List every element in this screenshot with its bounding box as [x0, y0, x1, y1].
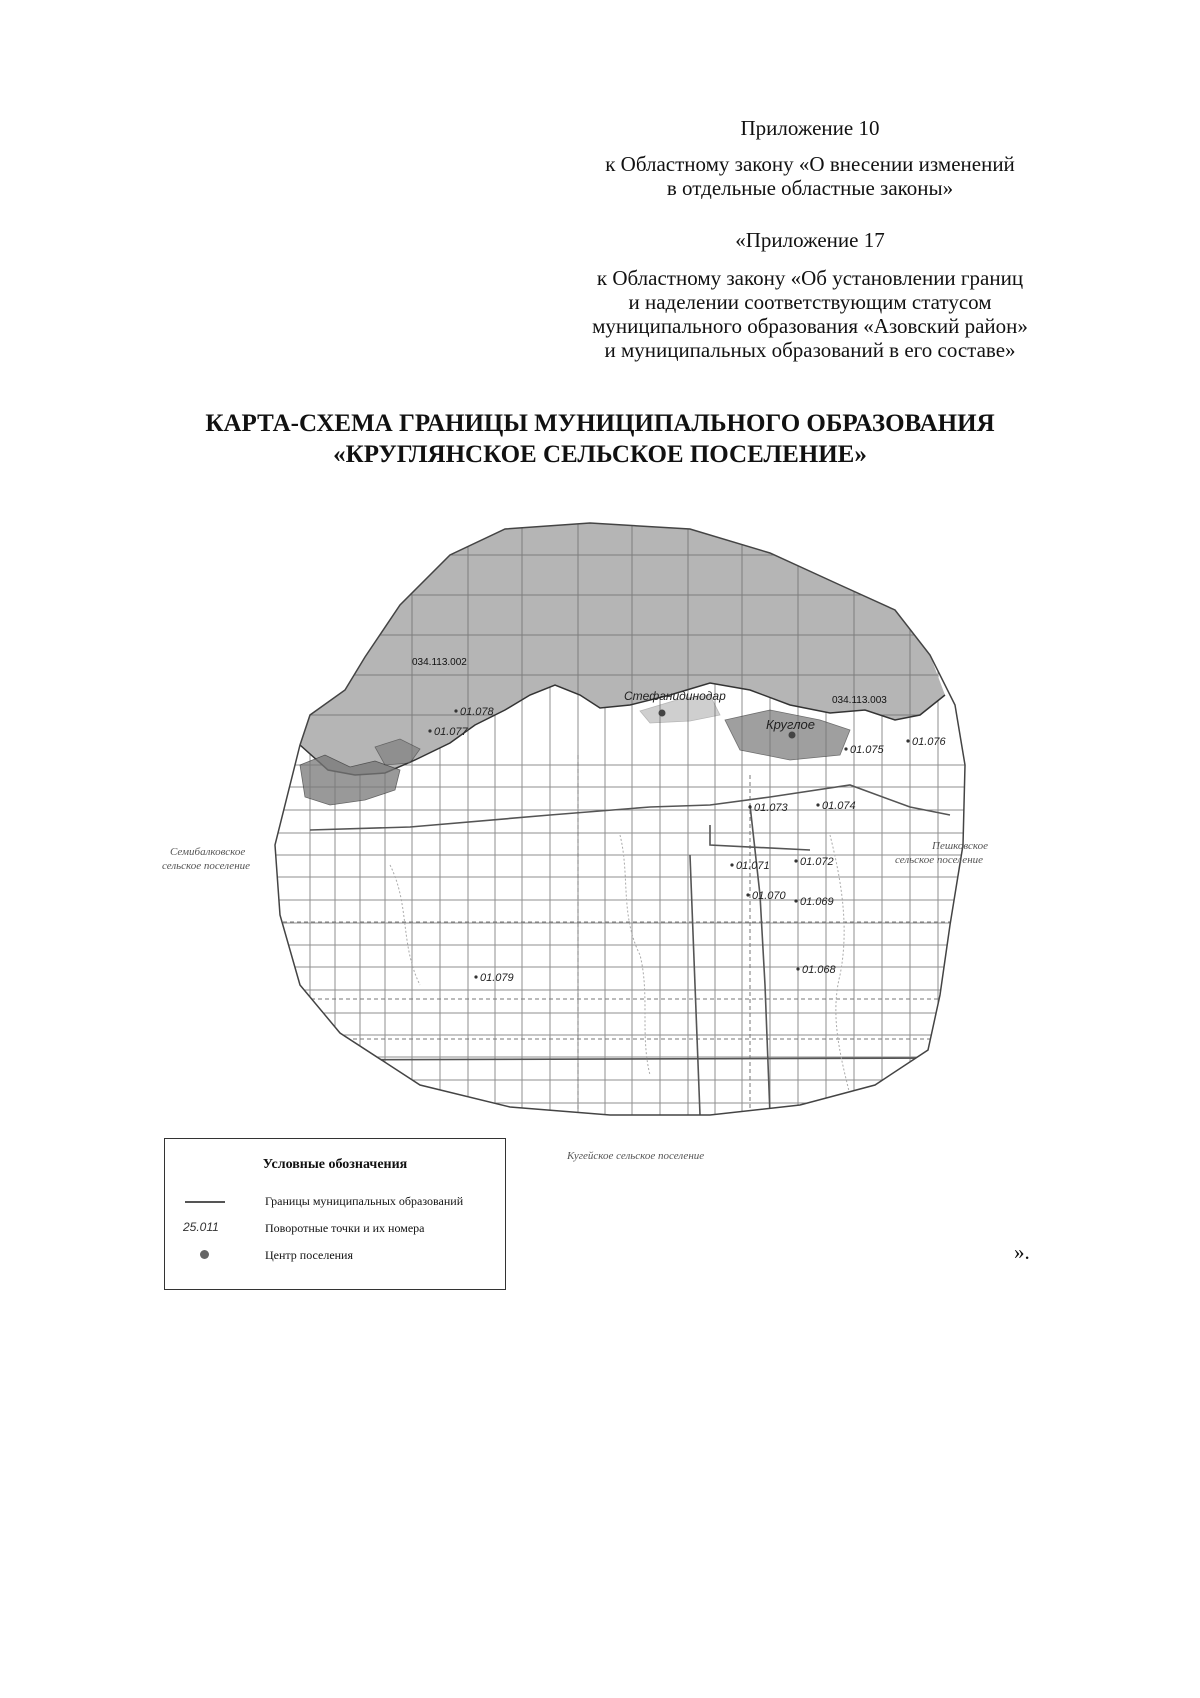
cadastral-label-1: 034.113.002 [412, 657, 467, 668]
point-label-01-073: 01.073 [754, 802, 788, 814]
legend-item-center [165, 1245, 505, 1265]
point-label-01-070: 01.070 [752, 890, 786, 902]
settlement-label-krugloe: Круглое [766, 717, 816, 732]
legend-label-boundary: Границы муниципальных образований [265, 1194, 464, 1208]
settlement-center-dot-icon [183, 1245, 233, 1265]
legend-item-turning-points [165, 1218, 505, 1238]
point-label-01-078: 01.078 [460, 706, 494, 718]
map-title-line-2: «КРУГЛЯНСКОЕ СЕЛЬСКОЕ ПОСЕЛЕНИЕ» [333, 441, 867, 468]
settlement-center-dot-2 [789, 732, 796, 739]
neighbor-east-line-2: сельское поселение [895, 854, 984, 866]
annex-17-line-2: и наделении соответствующим статусом [628, 290, 992, 314]
legend-label-center: Центр поселения [265, 1248, 354, 1262]
point-label-01-077: 01.077 [434, 726, 468, 738]
annex-17-line-4: и муниципальных образований в его составе» [604, 338, 1016, 362]
annex-17-title [540, 228, 1080, 252]
annex-10-title [540, 116, 1080, 140]
legend-title: Условные обозначения [262, 1157, 408, 1172]
annex-10-heading: Приложение 10 [740, 116, 880, 140]
point-label-01-072: 01.072 [800, 856, 834, 868]
annex-10-line-2: в отдельные областные законы» [666, 176, 954, 200]
neighbor-west-line-1: Семибалковское [170, 846, 246, 858]
annex-10-reference [540, 152, 1080, 200]
point-label-01-079: 01.079 [480, 972, 514, 984]
point-label-01-074: 01.074 [822, 800, 856, 812]
neighbor-south: Кугейское сельское поселение [567, 1150, 705, 1162]
annex-17-reference [540, 266, 1080, 362]
turning-point-sample: 25.011 [183, 1220, 219, 1234]
turning-point-symbol [183, 1218, 233, 1238]
settlement-label-stefanidinodar: Стефанидинодар [624, 689, 726, 703]
map-title [100, 408, 1100, 470]
annex-17-line-1: к Областному закону «Об установлении границ [596, 266, 1024, 290]
annex-17-heading: «Приложение 17 [735, 228, 885, 252]
closing-quote: ». [1014, 1240, 1030, 1264]
legend-label-turning-points: Поворотные точки и их номера [265, 1221, 425, 1235]
point-label-01-069: 01.069 [800, 896, 834, 908]
annex-17-line-3: муниципального образования «Азовский район» [592, 314, 1028, 338]
point-label-01-076: 01.076 [912, 736, 946, 748]
settlement-map [150, 515, 1050, 1165]
annex-10-line-1: к Областному закону «О внесении изменений [605, 152, 1015, 176]
point-label-01-071: 01.071 [736, 860, 770, 872]
neighbor-east-line-1: Пешковское [932, 840, 988, 852]
map-legend [164, 1138, 506, 1290]
point-label-01-068: 01.068 [802, 964, 836, 976]
settlement-center-dot-1 [659, 710, 666, 717]
cadastral-label-2: 034.113.003 [832, 695, 887, 706]
map-title-line-1: КАРТА-СХЕМА ГРАНИЦЫ МУНИЦИПАЛЬНОГО ОБРАЗОВАНИЯ [205, 410, 995, 437]
point-label-01-075: 01.075 [850, 744, 884, 756]
neighbor-west-line-2: сельское поселение [162, 860, 251, 872]
boundary-line-symbol [183, 1191, 233, 1211]
legend-item-boundary [165, 1191, 505, 1211]
